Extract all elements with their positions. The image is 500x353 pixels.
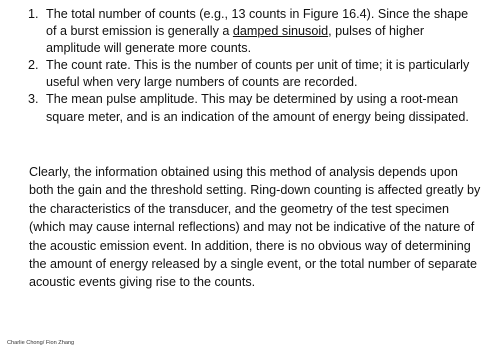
list-item (28, 6, 478, 57)
list-item-text (46, 7, 468, 55)
footer-credit: Charlie Chong/ Fion Zhang (7, 340, 75, 346)
list-item-text: The count rate. This is the number of counts per unit of time; it is particularly useful when very large numbers of counts are recorded. (46, 58, 470, 90)
numbered-list (28, 6, 478, 126)
body-paragraph: Clearly, the information obtained using this method of analysis depends upon both the gain and the threshold setting. Ring-down counting is affected greatly by the characteristics of the transducer, and the geometry of the test specimen (which may cause internal reflections) and may not be indicative of the nature of the acoustic emission event. In addition, there is no obvious way of determining the amount of energy released by a single event, or the total number of separate acoustic events giving rise to the counts. (29, 165, 481, 290)
list-item-number: 1. (28, 7, 39, 21)
list-item-text: The mean pulse amplitude. This may be determined by using a root-mean square meter, and is an indication of the amount of energy being dissipated. (46, 92, 469, 124)
list-item-number: 3. (28, 92, 39, 107)
list-item (28, 57, 478, 91)
damped-sinusoid-link: damped sinusoid (232, 24, 329, 39)
list-item (28, 91, 478, 125)
list-item-text-before: The total number of counts (e.g., 13 counts in Figure 16.4). Since the shape of a burst emission is generally a (46, 7, 469, 39)
list-item-number: 2. (28, 58, 39, 73)
list-item-text-after: , pulses of higher amplitude will generate more counts. (46, 24, 425, 56)
